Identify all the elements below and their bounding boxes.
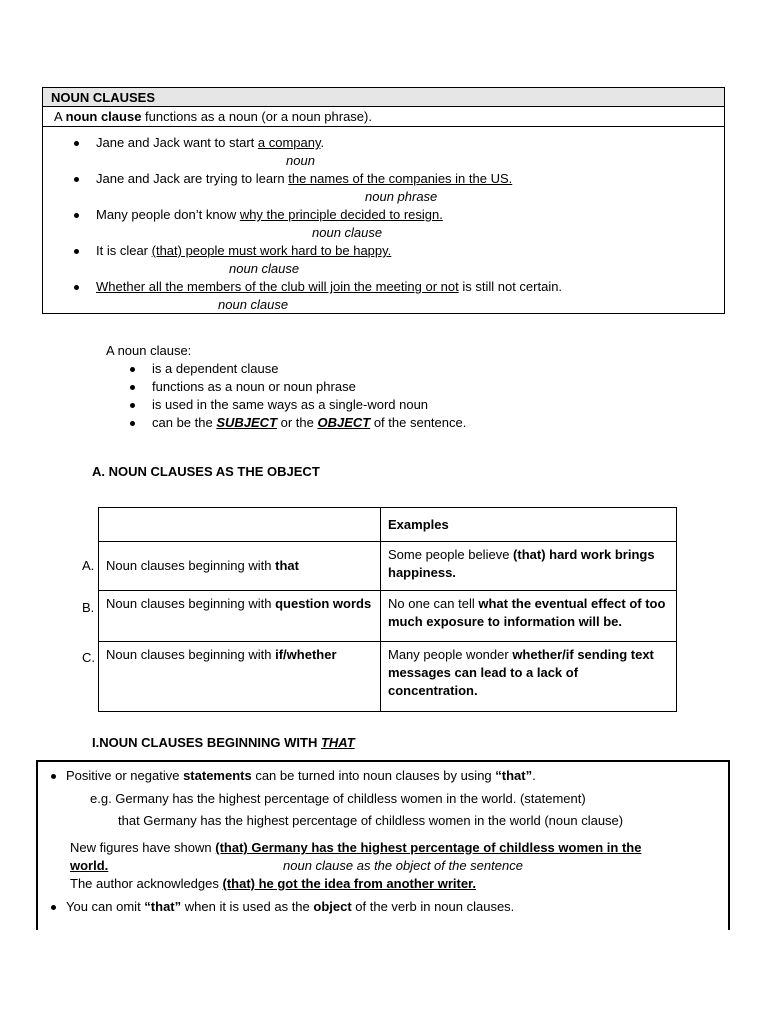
noun-clause-table	[98, 507, 677, 712]
example-bold: what the eventual effect of too much exposure to information will be.	[388, 596, 666, 629]
example-5-label: noun clause	[218, 297, 289, 312]
that-quote: “that”	[495, 768, 533, 783]
example-5-underlined: Whether all the members of the club will join the meeting or not	[96, 279, 459, 294]
eg-noun-clause: that Germany has the highest percentage of childless women in the world (noun clause)	[118, 813, 624, 828]
clause-type-pre: Noun clauses beginning with	[106, 558, 276, 573]
noun-clauses-title: NOUN CLAUSES	[51, 90, 156, 105]
definition-text	[54, 109, 372, 124]
bullet-icon	[130, 403, 135, 408]
statements-rule-post: .	[532, 768, 536, 783]
example-1-post: .	[320, 135, 325, 150]
example-cell	[381, 642, 677, 712]
example-1-underlined: a company	[257, 135, 321, 150]
example-1-label: noun	[286, 153, 315, 168]
bullet-icon	[74, 141, 79, 146]
clause-type-bold: if/whether	[275, 647, 337, 662]
example-cell	[381, 591, 677, 642]
example-2-pre: Jane and Jack are trying to learn	[96, 171, 289, 186]
example-4-pre: It is clear	[96, 243, 152, 258]
example-bold: (that) hard work brings happiness.	[388, 547, 655, 580]
bullet-icon	[74, 213, 79, 218]
author-pre: The author acknowledges	[70, 876, 223, 891]
author-sentence	[70, 876, 476, 891]
bullet-icon	[130, 421, 135, 426]
example-5-post: is still not certain.	[458, 279, 563, 294]
row-letter-a: A.	[82, 558, 95, 573]
table-row	[99, 642, 677, 712]
statements-rule	[66, 768, 536, 783]
object-word: OBJECT	[317, 415, 371, 430]
table-row	[99, 591, 677, 642]
author-clause: (that) he got the idea from another writer.	[222, 876, 477, 891]
omit-that-quote: “that”	[144, 899, 182, 914]
intro-item-3: is used in the same ways as a single-word noun	[152, 397, 429, 412]
bullet-icon	[74, 285, 79, 290]
example-2-underlined: the names of the companies in the US.	[288, 171, 513, 186]
example-1-pre: Jane and Jack want to start	[96, 135, 258, 150]
bullet-icon	[51, 905, 56, 910]
bullet-icon	[130, 367, 135, 372]
new-figures-sentence	[70, 840, 641, 855]
example-cell	[381, 542, 677, 591]
definition-bold: noun clause	[65, 109, 142, 124]
section-i-heading-pre: I.NOUN CLAUSES BEGINNING WITH	[92, 735, 321, 750]
section-i-heading	[92, 735, 355, 750]
intro-item-4-mid: or the	[277, 415, 318, 430]
clause-type-pre: Noun clauses beginning with	[106, 596, 276, 611]
new-figures-clause: (that) Germany has the highest percentage of childless women in the	[215, 840, 642, 855]
eg-statement: e.g. Germany has the highest percentage of childless women in the world. (statement)	[90, 791, 586, 806]
example-sentence-1	[96, 135, 324, 150]
clause-type-cell	[99, 542, 381, 591]
example-4-underlined: (that) people must work hard to be happy.	[151, 243, 392, 258]
example-sentence-2	[96, 171, 512, 186]
intro-item-2: functions as a noun or noun phrase	[152, 379, 356, 394]
intro-item-4	[152, 415, 466, 430]
example-3-label: noun clause	[312, 225, 383, 240]
omit-that-rule	[66, 899, 514, 914]
bullet-icon	[74, 249, 79, 254]
example-sentence-3	[96, 207, 443, 222]
bullet-icon	[74, 177, 79, 182]
row-letter-b: B.	[82, 600, 95, 615]
definition-prefix: A	[54, 109, 66, 124]
example-3-underlined: why the principle decided to resign.	[239, 207, 443, 222]
example-2-label: noun phrase	[365, 189, 438, 204]
clause-type-bold: that	[275, 558, 299, 573]
clause-type-cell	[99, 591, 381, 642]
intro-item-1: is a dependent clause	[152, 361, 279, 376]
object-clause-label: noun clause as the object of the sentence	[283, 858, 523, 873]
example-sentence-4	[96, 243, 391, 258]
example-pre: Many people wonder	[388, 647, 513, 662]
definition-row	[43, 107, 724, 127]
example-3-pre: Many people don’t know	[96, 207, 240, 222]
new-figures-pre: New figures have shown	[70, 840, 216, 855]
bullet-icon	[51, 774, 56, 779]
example-bold: whether/if sending text messages can lead to a lack of concentration.	[388, 647, 654, 698]
section-i-heading-that: THAT	[320, 735, 355, 750]
row-letter-c: C.	[82, 650, 95, 665]
omit-rule-pre: You can omit	[66, 899, 145, 914]
example-pre: No one can tell	[388, 596, 479, 611]
definition-suffix: functions as a noun (or a noun phrase).	[141, 109, 372, 124]
object-bold: object	[313, 899, 352, 914]
intro-heading: A noun clause:	[106, 343, 192, 358]
intro-item-4-pre: can be the	[152, 415, 217, 430]
example-pre: Some people believe	[388, 547, 514, 562]
table-row	[99, 542, 677, 591]
clause-type-bold: question words	[275, 596, 372, 611]
table-header-empty	[99, 508, 381, 542]
example-4-label: noun clause	[229, 261, 300, 276]
subject-word: SUBJECT	[216, 415, 278, 430]
table-header-row	[99, 508, 677, 542]
example-sentence-5	[96, 279, 562, 294]
statements-rule-mid: can be turned into noun clauses by using	[251, 768, 496, 783]
examples-header: Examples	[381, 508, 677, 542]
clause-type-pre: Noun clauses beginning with	[106, 647, 276, 662]
omit-rule-mid: when it is used as the	[181, 899, 314, 914]
section-a-heading: A. NOUN CLAUSES AS THE OBJECT	[92, 464, 320, 479]
clause-type-cell	[99, 642, 381, 712]
bullet-icon	[130, 385, 135, 390]
noun-clauses-title-bar	[43, 88, 724, 107]
new-figures-clause-end: world.	[70, 858, 109, 873]
statements-word: statements	[183, 768, 252, 783]
statements-rule-pre: Positive or negative	[66, 768, 184, 783]
intro-item-4-post: of the sentence.	[370, 415, 467, 430]
omit-rule-post: of the verb in noun clauses.	[351, 899, 515, 914]
